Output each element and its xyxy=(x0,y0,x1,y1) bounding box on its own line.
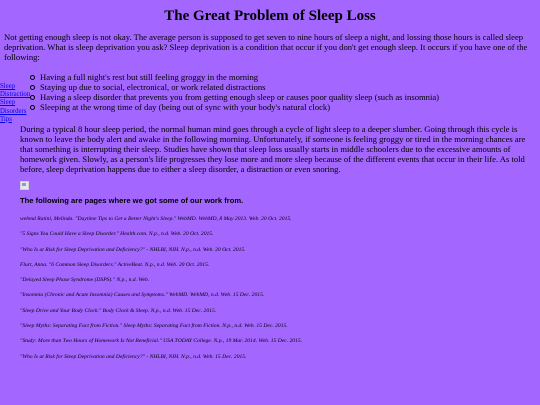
list-item: Staying up due to social, electronical, or work related distractions xyxy=(30,82,439,92)
reference-item: "Who Is at Risk for Sleep Deprivation and Deficiency?" - NHLBI, NIH. N.p., n.d. Web. 20 Oct. 2015. xyxy=(20,246,246,253)
reference-item: "Insomnia (Chronic and Acute Insomnia) Causes and Symptoms." WebMD. WebMD, n.d. Web. 15 Dec. 2015. xyxy=(20,292,265,299)
symptom-list xyxy=(30,72,439,112)
broken-image-icon xyxy=(20,181,29,190)
side-navigation xyxy=(0,83,31,124)
reference-item: Flurt, Anna. "6 Common Sleep Disorders." ActiveBeat. N.p., n.d. Web. 20 Oct. 2015. xyxy=(20,261,210,268)
reference-item: "Who Is at Risk for Sleep Deprivation and Deficiency?" - NHLBI, NIH. N.p., n.d. Web. 15 Dec. 2015. xyxy=(20,353,247,360)
reference-item: "Study: More than Two Hours of Homework Is Not Beneficial." USA TODAY College. N.p., 19 Mar. 2014. Web. 15 Dec. 2015. xyxy=(20,338,303,345)
nav-link-sleep-disorders[interactable]: Sleep Disorders xyxy=(0,99,27,115)
page-title: The Great Problem of Sleep Loss xyxy=(164,8,376,24)
list-item: Sleeping at the wrong time of day (being out of sync with your body's natural clock) xyxy=(30,102,439,112)
intro-paragraph: Not getting enough sleep is not okay. The average person is supposed to get seven to nine hours of sleep a night, and lossing those hours is called sleep deprivation. What is sleep deprivation you ask? Sleep deprivation is a condition that occur if you don't get enough sleep. It occurs if you have one of the following: xyxy=(4,32,528,62)
sleep-cycle-paragraph: During a typical 8 hour sleep period, the normal human mind goes through a cycle of light sleep to a deeper slumber. Going through this cycle is known to leave the body alert and awake in the following morning. Unfortunately, if someone is feeling groggy or tired in the morning chances are that something is interrupting their sleep. Studies have shown that sleep loss usually starts in middle schoolers due to the excessive amounts of homework given. Slowly, as a person's life progresses they lose more and more sleep because of the different events that occur in their life. As told before, sleep deprivation happens due to either a sleep disorder, a distraction or even snoring. xyxy=(20,124,526,174)
list-item: Having a sleep disorder that prevents you from getting enough sleep or causes poor quality sleep (such as insomnia) xyxy=(30,92,439,102)
reference-item: "Delayed Sleep Phase Syndrome (DSPS)." N.p., n.d. Web. xyxy=(20,277,150,284)
nav-link-sleep-distraction[interactable]: Sleep Distraction xyxy=(0,83,31,99)
sources-heading: The following are pages where we got some of our work from. xyxy=(20,196,244,205)
list-item: Having a full night's rest but still feeling groggy in the morning xyxy=(30,72,439,82)
reference-item: "5 Signs You Could Have a Sleep Disorder." Health.com. N.p., n.d. Web. 20 Oct. 2015. xyxy=(20,231,214,238)
reference-item: webmd Ratini, Melinda. "Daytime Tips to Get a Better Night's Sleep." WebMD. WebMD, 8 May 2013. Web. 20 Oct. 2015. xyxy=(20,216,292,222)
reference-item: "Sleep Myths: Separating Fact from Fiction." Sleep Myths: Separating Fact from Fiction. N.p., n.d. Web. 15 Dec. 2015. xyxy=(20,323,288,330)
reference-list xyxy=(20,214,536,367)
reference-item: "Sleep Drive and Your Body Clock." Body Clock & Sleep. N.p., n.d. Web. 15 Dec. 2015. xyxy=(20,307,217,314)
nav-link-tips[interactable]: Tips xyxy=(0,115,12,123)
